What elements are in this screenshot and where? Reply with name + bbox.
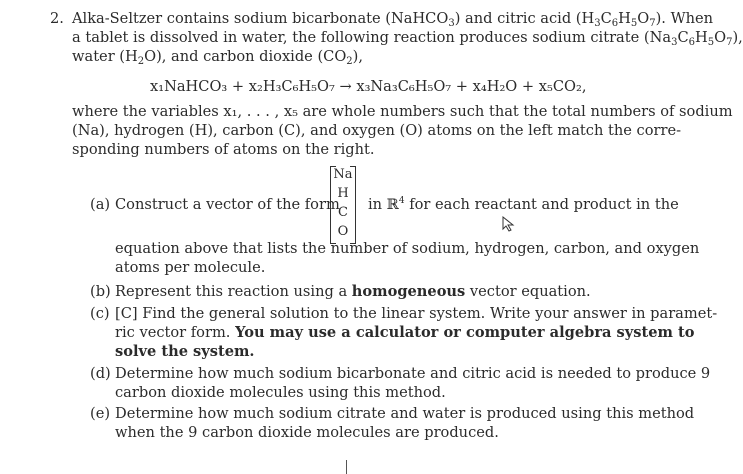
part-c-line-3 — [115, 343, 255, 361]
where-line-2: (Na), hydrogen (H), carbon (C), and oxygen (O) atoms on the left match the corre- — [72, 122, 682, 139]
part-a-text: Construct a vector of the form — [115, 196, 340, 213]
intro-text: O), and carbon dioxide (CO — [144, 48, 347, 65]
part-b-label: (b) — [90, 283, 111, 300]
where-line-1: where the variables x₁, . . . , x₅ are whole numbers such that the total numbers of sodium — [72, 103, 733, 120]
part-c-bold: solve the system. — [115, 343, 255, 360]
part-e-label: (e) — [90, 405, 111, 422]
intro-line-3: water $(H_2O)$, and carbon dioxide $(CO_2)$, — [72, 48, 363, 67]
intro-text: water (H — [72, 48, 138, 65]
part-a-text: in ℝ — [368, 196, 399, 213]
part-a-line-3: atoms per molecule. — [115, 259, 266, 276]
part-b-text: vector equation. — [465, 283, 591, 300]
reaction-equation: x₁NaHCO₃ + x₂H₃C₆H₅O₇ → x₃Na₃C₆H₅O₇ + x₄H₂O + x₅CO₂, — [150, 78, 587, 95]
part-d-label: (d) — [90, 365, 111, 382]
part-c-label: (c) — [90, 305, 110, 322]
intro-text: Alka-Seltzer contains sodium bicarbonate (NaHCO — [72, 10, 449, 27]
intro-line-2: a tablet is dissolved in water, the following reaction produces sodium citrate $(Na_3C_6H_5O_7)$, — [72, 29, 743, 48]
part-b-text — [115, 283, 591, 301]
part-a-text: for each reactant and product in the — [404, 196, 679, 213]
where-line-3: sponding numbers of atoms on the right. — [72, 141, 375, 158]
part-d-line-1: Determine how much sodium bicarbonate and citric acid is needed to produce 9 — [115, 365, 711, 382]
part-b-text: Represent this reaction using a — [115, 283, 352, 300]
part-c-line-1: [C] Find the general solution to the linear system. Write your answer in paramet- — [115, 305, 718, 322]
part-a-label: (a) — [90, 196, 111, 213]
part-c-line-2 — [115, 324, 694, 342]
intro-text: ). When — [655, 10, 714, 27]
vector-entry-h: H — [337, 186, 349, 201]
part-e-line-1: Determine how much sodium citrate and water is produced using this method — [115, 405, 695, 422]
intro-line-1: Alka-Seltzer contains sodium bicarbonate (NaHCO$_3$) and citric acid $(H_3C_6H_5O_7)$. When — [72, 10, 714, 29]
part-c-text: ric vector form. — [115, 324, 236, 341]
intro-text: ), — [352, 48, 363, 65]
dimension-superscript: 4 — [398, 196, 405, 206]
vector-entry-c: C — [338, 205, 348, 220]
vector-entry-na: Na — [333, 167, 353, 182]
part-e-line-2: when the 9 carbon dioxide molecules are produced. — [115, 424, 499, 441]
atom-vector — [330, 166, 356, 244]
intro-text: ), — [732, 29, 743, 46]
homogeneous-bold: homogeneous — [351, 283, 466, 300]
intro-text: ) and citric acid (H — [454, 10, 595, 27]
mouse-cursor-icon — [502, 216, 516, 232]
part-a-text-cont — [368, 196, 679, 214]
problem-number: 2. — [50, 10, 64, 27]
part-a-line-2: equation above that lists the number of sodium, hydrogen, carbon, and oxygen — [115, 240, 700, 257]
page-mark — [346, 460, 347, 474]
intro-text: a tablet is dissolved in water, the following reaction produces sodium citrate (Na — [72, 29, 672, 46]
vector-entry-o: O — [337, 224, 349, 239]
part-c-bold: You may use a calculator or computer algebra system to — [235, 324, 695, 341]
part-d-line-2: carbon dioxide molecules using this method. — [115, 384, 446, 401]
